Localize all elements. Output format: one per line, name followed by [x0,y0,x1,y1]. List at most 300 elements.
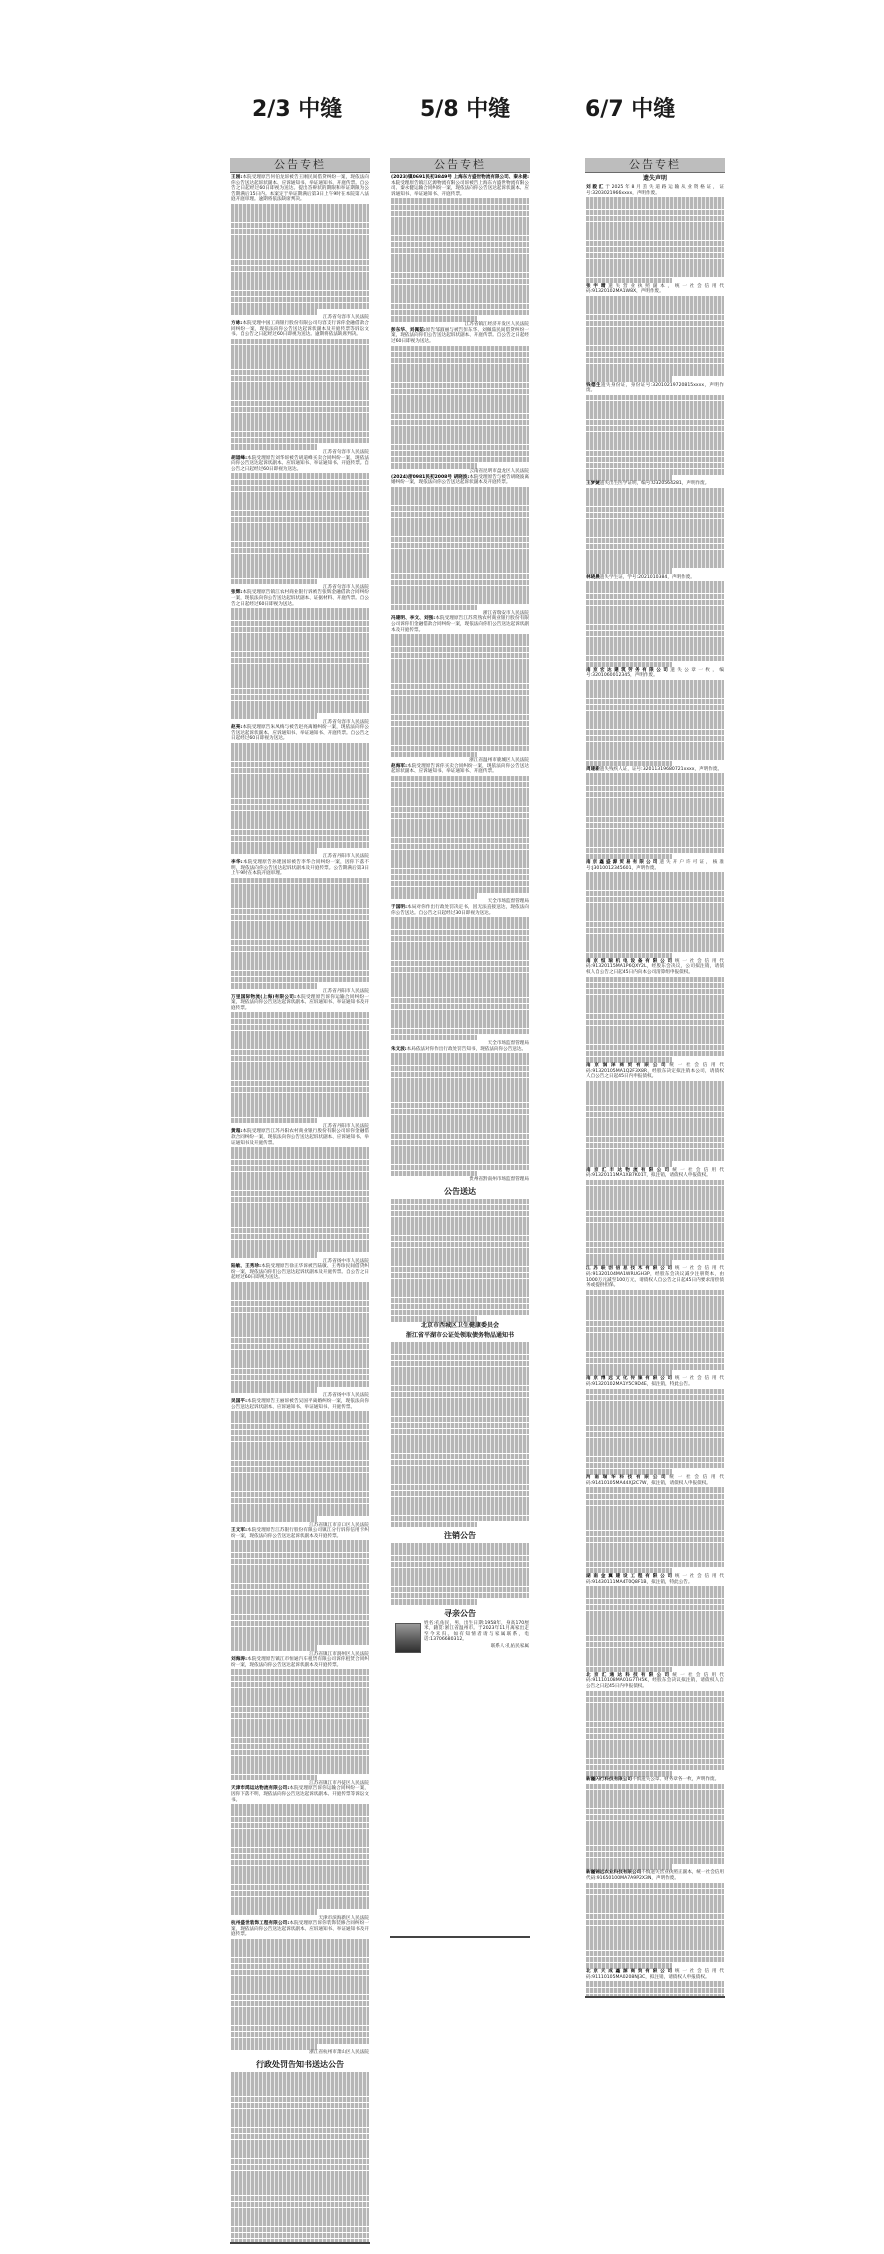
text-line [586,1198,724,1204]
text-line [231,566,369,572]
text-line [586,308,724,314]
notice-addressee: 万里国际物流(上海)有限公司: [231,994,296,1000]
text-line [231,1841,369,1847]
column-body [230,173,370,2244]
text-line [231,1590,369,1596]
text-line [586,1932,724,1938]
text-line [231,1019,369,1025]
text-line [586,884,724,890]
text-line [231,1621,369,1627]
text-line [586,1217,724,1223]
text-line [231,1160,369,1166]
text-line [586,1963,672,1969]
text-line [391,1580,529,1586]
notice-signature: 江苏省镇江市丹徒区人民法院 [309,1780,369,1786]
notice-addressee: 林晓晨 [586,574,600,580]
text-line [391,198,529,204]
text-line [231,1669,369,1675]
text-line [586,457,724,463]
text-line [231,1608,369,1614]
column-header: 公告专栏 [390,158,530,173]
text-line [586,1426,724,1432]
text-line [391,561,529,567]
text-line [586,1106,724,1112]
text-line [586,686,724,692]
text-line [586,1858,724,1864]
text-line [231,1627,369,1633]
text-line [391,1084,529,1090]
notice-addressee: 朱文波: [391,1046,407,1052]
text-line [231,1775,317,1781]
text-line [586,1611,724,1617]
text-line [586,451,724,457]
text-line [586,928,724,934]
text-line [391,1404,529,1410]
text-line [391,1171,477,1177]
text-line [231,542,369,548]
text-line [586,1020,724,1026]
text-line [231,1829,369,1835]
text-line [586,1395,724,1401]
text-line [391,1361,529,1367]
text-line [391,1410,529,1416]
text-line [231,339,369,345]
text-line [586,723,724,729]
text-line [391,304,529,310]
notice-addressee: 南京汇丰达物流有限公司 [586,1167,673,1173]
text-line [231,2038,369,2044]
notice-text: 本院受理原告徐正华诉被告陆敏、王秀珍民间借贷纠纷一案，现依法向你们公告送达起诉状副本及开庭传票。自公告之日起经过60日即视为送达。 [231,1264,369,1281]
text-line [586,1988,724,1994]
text-line [586,1629,724,1635]
missing-person-photo [395,1623,421,1653]
text-line [586,302,724,308]
notice-paragraph [231,1921,369,1938]
text-line [391,493,529,499]
text-line [391,248,529,254]
text-line [231,1087,369,1093]
text-line [586,1562,724,1568]
text-line [586,897,724,903]
text-line [391,1096,529,1102]
text-line [586,1957,724,1963]
text-line [586,296,724,302]
section-title: 行政处罚告知书送达公告 [256,2059,344,2069]
text-line [586,1500,724,1506]
notice-paragraph [391,905,529,916]
text-line [231,701,369,707]
text-line [231,1012,369,1018]
notice-text: 不慎遗失公章、财务章各一枚，声明作废。 [631,1777,720,1783]
text-line [586,1691,724,1697]
text-line [586,600,724,606]
text-line [231,1571,369,1577]
text-line [586,1506,724,1512]
text-line [586,792,724,798]
text-line [391,1016,529,1022]
text-line [586,1180,724,1186]
notice-paragraph [231,590,369,607]
text-line [391,1543,529,1549]
notice-text: 本局依法对你作出行政处罚告知书，现依法向你公告送达。 [406,1046,527,1052]
text-line [586,1254,724,1260]
text-line [231,1246,369,1252]
text-line [586,1833,724,1839]
text-line [586,1722,724,1728]
text-line [391,1279,529,1285]
text-line [391,1447,529,1453]
notice-text: 遗失学生证，学号:2021010384，声明作废。 [599,574,695,580]
text-line [586,1235,724,1241]
text-line [231,1062,369,1068]
text-line [391,1373,529,1379]
text-line [391,530,529,536]
text-line [231,572,369,578]
text-line [586,438,724,444]
text-line [391,229,529,235]
text-line [586,1864,672,1870]
text-line [586,1734,724,1740]
notice-text: 遗失身份证，身份证号:32010219720815xxxx，声明作废。 [586,382,724,394]
text-line [586,798,724,804]
text-line [391,580,529,586]
text-line [231,2146,369,2152]
text-line [231,1682,369,1688]
text-line [586,210,724,216]
text-line [391,273,529,279]
text-line [231,627,369,633]
text-line [391,665,529,671]
text-line [231,1166,369,1172]
text-line [391,1298,529,1304]
notice-text: 统一社会信用代码:91320105MA1Q2F3X8R，经股东决定拟注销本公司，请债权人自公告之日起45日内申报债权。 [586,1063,724,1080]
notice-text: 本院受理原告镇江市恒通汽车租赁有限公司诉你租赁合同纠纷一案，现依法向你公告送达起诉状副本及开庭传票。 [231,1657,369,1668]
text-line [231,1081,369,1087]
notice-text: 统一社会信用代码:91430111MA4T0Q8F1B，拟注销，特此公告。 [586,1573,724,1585]
text-line [391,985,529,991]
text-line [231,878,369,884]
text-line [391,432,529,438]
notice-paragraph [586,1870,724,1881]
text-line [231,1031,369,1037]
text-line [586,1155,724,1161]
text-line [391,715,529,721]
text-line [231,902,369,908]
text-line [231,652,369,658]
text-line [586,1821,724,1827]
text-line [586,1531,724,1537]
text-line [231,958,369,964]
notice-addressee: 刘毅汇 [586,185,606,190]
text-line [231,235,369,241]
notice-paragraph [231,725,369,742]
text-line [586,1161,672,1167]
text-line [391,733,529,739]
text-line [231,2115,369,2121]
text-line [231,2202,369,2208]
text-line [391,401,529,407]
text-line [231,2214,369,2220]
text-line [231,1744,369,1750]
text-line [391,1478,529,1484]
text-line [391,506,529,512]
text-line [391,1103,529,1109]
text-line [231,896,369,902]
notice-addressee: 彭东华、刘佩茹: [391,327,426,333]
notice-signature: 贵州省黔南州市场监督管理局 [469,1176,529,1182]
text-line [391,1497,529,1503]
text-line [391,1285,529,1291]
text-line [391,223,529,229]
text-line [586,1290,724,1296]
text-line [231,1694,369,1700]
notice-addressee: 新疆闪行科技有限公司 [586,1777,632,1783]
text-line [231,351,369,357]
text-line [231,682,369,688]
text-line [586,432,724,438]
text-line [231,1676,369,1682]
notice-addressee: 陆敏、王秀珍: [231,1264,262,1270]
text-line [391,1260,529,1266]
text-line [586,1617,724,1623]
text-line [391,844,529,850]
text-line [391,1066,529,1072]
notice-text: 本院受理原告江苏常熟农村商业银行股份有限公司诉你们金融借款合同纠纷一案，现依法向你们公告送达起诉状副本及开庭传票。 [391,616,529,633]
text-line [231,713,317,719]
text-line [231,272,369,278]
text-line [231,1804,369,1810]
text-line [391,807,529,813]
notice-title: 北京市西城区卫生健康委员会 [420,1322,499,1330]
text-line [586,519,724,525]
text-line [391,1059,529,1065]
text-line [586,637,724,643]
notice-addressee: 北京汇通达科技有限公司 [586,1672,673,1678]
text-line [231,1988,369,1994]
column-rule [585,1996,725,1998]
text-line [231,799,369,805]
text-line [231,2196,369,2202]
text-line [586,1211,724,1217]
text-line [586,848,724,854]
text-line [231,1319,369,1325]
text-line [231,504,369,510]
text-line [586,1333,724,1339]
text-line [586,562,724,568]
text-line [586,878,724,884]
text-line [231,633,369,639]
text-line [391,346,529,352]
text-line [231,645,369,651]
text-line [231,444,317,450]
text-line [391,574,529,580]
notice-text: 统一社会信用代码:91320104MA1WRUGH3P，经股东会决议减少注册资本，由1000万元减至100万元，请债权人自公告之日起45日内要求清偿债务或提供担保。 [586,1266,724,1289]
text-line [231,921,369,927]
text-line [231,1854,369,1860]
text-line [586,1715,724,1721]
text-line [391,1491,529,1497]
text-line [391,1211,529,1217]
notice-paragraph [231,995,369,1012]
text-line [586,1802,724,1808]
text-line [231,241,369,247]
text-line [231,695,369,701]
text-line [231,284,369,290]
text-line [231,382,369,388]
text-line [231,511,369,517]
notice-paragraph [391,1047,529,1053]
text-line [391,567,529,573]
text-line [231,1810,369,1816]
text-line [391,788,529,794]
text-line [391,825,529,831]
notice-addressee: 王文军: [231,1528,247,1534]
notice-paragraph [231,456,369,473]
text-line [231,1050,369,1056]
text-line [586,1648,724,1654]
text-line [231,971,369,977]
text-line [391,887,529,893]
text-line [586,216,724,222]
text-line [586,829,724,835]
text-line [391,942,529,948]
text-line [586,259,724,265]
text-line [231,407,369,413]
text-line [391,875,529,881]
text-line [586,717,724,723]
text-line [391,1199,529,1205]
text-line [231,1848,369,1854]
text-line [586,463,724,469]
text-line [391,376,529,382]
text-line [231,1424,369,1430]
text-line [391,1485,529,1491]
text-line [391,979,529,985]
text-line [231,940,369,946]
text-line [231,1074,369,1080]
text-line [391,893,477,899]
text-line [586,1118,724,1124]
text-line [391,721,529,727]
notice-addressee: 胡道峰: [231,455,247,461]
text-line [586,1494,724,1500]
text-line [231,755,369,761]
text-line [231,2152,369,2158]
text-line [586,1586,724,1592]
text-line [586,1740,724,1746]
text-line [231,2072,369,2078]
text-line [586,1846,724,1852]
column-rule [230,2242,370,2244]
text-line [586,649,724,655]
text-line [231,2078,369,2084]
notice-text: 遗失公章一枚，编号:3201060012345，声明作废。 [586,667,724,679]
text-line [586,1555,724,1561]
text-line [586,1796,724,1802]
text-line [231,792,369,798]
text-line [586,903,724,909]
notice-addressee: 北京天成鑫源商贸有限公司 [586,1969,675,1975]
text-line [586,1364,724,1370]
text-line [231,1056,369,1062]
text-line [231,1147,369,1153]
text-line [231,2103,369,2109]
text-line [586,1636,724,1642]
text-line [231,743,369,749]
text-line [586,1413,724,1419]
text-line [586,754,724,760]
text-line [586,1302,724,1308]
text-line [231,983,317,989]
text-line [586,376,672,382]
text-line [586,841,724,847]
text-line [586,327,724,333]
text-line [231,1768,369,1774]
text-line [391,1109,529,1115]
text-line [586,544,724,550]
text-line [586,197,724,203]
text-line [231,370,369,376]
text-line [586,631,724,637]
text-line [586,346,724,352]
seam-title-left: 2/3 中缝 [252,97,343,122]
text-line [586,1883,724,1889]
text-line [586,364,724,370]
text-line [231,1639,369,1645]
notice-signature: 江苏省句容市人民法院 [323,450,369,456]
text-line [586,420,724,426]
notice-signature: 浙江省瑞安市人民法院 [483,610,529,616]
notice-addressee: 南京宏达建筑劳务有限公司 [586,667,671,673]
text-line [231,780,369,786]
text-line [391,205,529,211]
text-line [391,1429,529,1435]
text-line [391,242,529,248]
notice-signature: 江苏省扬中市人民法院 [323,1258,369,1264]
text-line [231,1331,369,1337]
text-line [586,779,724,785]
text-line [586,531,724,537]
notice-paragraph [586,1266,724,1288]
text-line [586,1038,724,1044]
text-line [231,952,369,958]
text-line [231,2001,369,2007]
notice-paragraph [231,1657,369,1668]
text-line [391,1223,529,1229]
text-line [231,210,369,216]
text-line [586,736,724,742]
notice-signature: 江苏省丹阳市人民法院 [323,854,369,860]
text-line [391,1035,477,1041]
text-line [391,211,529,217]
text-line [586,247,724,253]
notice-paragraph [231,1129,369,1146]
text-line [391,961,529,967]
text-line [586,1907,724,1913]
text-line [231,2177,369,2183]
text-line [231,2140,369,2146]
text-line [586,934,724,940]
text-line [586,228,724,234]
text-line [586,1432,724,1438]
text-line [231,1510,369,1516]
missing-person-contact: 联系人:孔佑民家属 [490,1643,529,1649]
text-line [231,1172,369,1178]
text-line [231,707,369,713]
notice-signature: 天全市场监督管理局 [487,899,529,905]
text-line [231,303,369,309]
text-line [231,1584,369,1590]
